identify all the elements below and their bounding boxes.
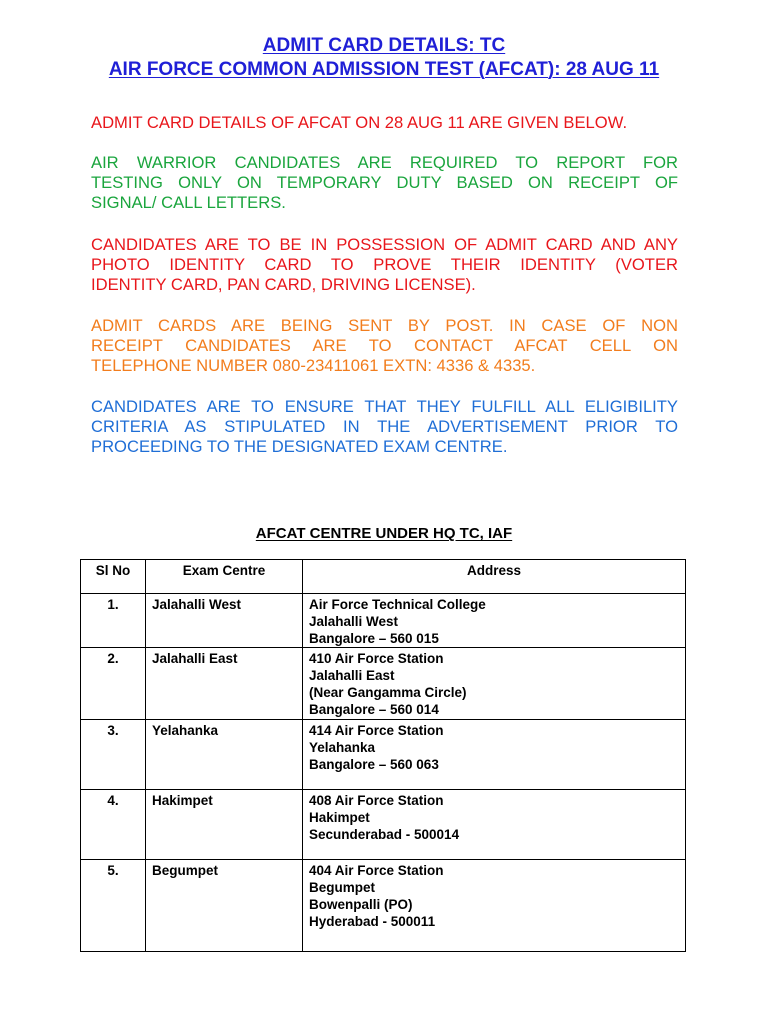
air-warrior-paragraph [91,153,678,213]
exam-centre-cell: Hakimpet [146,790,303,860]
table-row [81,594,686,648]
page-subtitle: AIR FORCE COMMON ADMISSION TEST (AFCAT): 28 AUG 11 [108,59,660,80]
address-line: 408 Air Force Station [309,793,444,808]
exam-centre-cell: Jalahalli West [146,594,303,648]
address-line: Bowenpalli (PO) [309,897,413,912]
paragraph-line: TELEPHONE NUMBER 080-23411061 EXTN: 4336 & 4335. [91,356,536,375]
address-line: 404 Air Force Station [309,863,444,878]
address-line: Yelahanka [309,740,376,755]
address-line: Bangalore – 560 015 [309,631,439,646]
address-line: Jalahalli East [309,668,395,683]
table-title: AFCAT CENTRE UNDER HQ TC, IAF [255,525,513,542]
paragraph-line: SIGNAL/ CALL LETTERS. [91,193,286,212]
sl-no-cell: 4. [81,790,146,860]
paragraph-line: RECEIPT CANDIDATES ARE TO CONTACT AFCAT CELL ON [91,336,678,355]
address-cell [303,594,686,648]
address-header: Address [303,560,686,594]
paragraph-line: TESTING ONLY ON TEMPORARY DUTY BASED ON RECEIPT OF [91,173,678,192]
paragraph-line: CANDIDATES ARE TO ENSURE THAT THEY FULFILL ALL ELIGIBILITY [91,397,678,416]
address-cell [303,790,686,860]
table-row [81,860,686,952]
eligibility-paragraph [91,397,678,457]
table-header-row [81,560,686,594]
identity-paragraph [91,235,678,295]
exam-centre-cell: Jalahalli East [146,648,303,720]
paragraph-line: PROCEEDING TO THE DESIGNATED EXAM CENTRE. [91,437,508,456]
paragraph-line: IDENTITY CARD, PAN CARD, DRIVING LICENSE). [91,275,476,294]
exam-centre-cell: Yelahanka [146,720,303,790]
exam-centre-table [80,559,686,952]
address-line: Bangalore – 560 014 [309,702,439,717]
address-cell [303,648,686,720]
paragraph-line: ADMIT CARD DETAILS OF AFCAT ON 28 AUG 11 ARE GIVEN BELOW. [91,113,628,132]
address-line: Hyderabad - 500011 [309,914,436,929]
address-line: Secunderabad - 500014 [309,827,460,842]
address-cell [303,860,686,952]
paragraph-line: CANDIDATES ARE TO BE IN POSSESSION OF ADMIT CARD AND ANY [91,235,678,254]
address-line: Jalahalli West [309,614,399,629]
table-row [81,720,686,790]
paragraph-line: AIR WARRIOR CANDIDATES ARE REQUIRED TO REPORT FOR [91,153,678,172]
address-line: 410 Air Force Station [309,651,444,666]
table-row [81,648,686,720]
address-line: Bangalore – 560 063 [309,757,439,772]
paragraph-line: CRITERIA AS STIPULATED IN THE ADVERTISEMENT PRIOR TO [91,417,678,436]
sl-no-header: Sl No [81,560,146,594]
address-line: Air Force Technical College [309,597,486,612]
table-row [81,790,686,860]
address-line: Hakimpet [309,810,370,825]
address-line: (Near Gangamma Circle) [309,685,467,700]
contact-paragraph [91,316,678,376]
address-line: Begumpet [309,880,376,895]
exam-centre-header: Exam Centre [146,560,303,594]
address-cell [303,720,686,790]
paragraph-line: PHOTO IDENTITY CARD TO PROVE THEIR IDENTITY (VOTER [91,255,678,274]
sl-no-cell: 3. [81,720,146,790]
sl-no-cell: 1. [81,594,146,648]
intro-paragraph [91,113,678,133]
sl-no-cell: 5. [81,860,146,952]
address-line: 414 Air Force Station [309,723,444,738]
page-title: ADMIT CARD DETAILS: TC [262,35,506,56]
exam-centre-cell: Begumpet [146,860,303,952]
paragraph-line: ADMIT CARDS ARE BEING SENT BY POST. IN CASE OF NON [91,316,678,335]
sl-no-cell: 2. [81,648,146,720]
